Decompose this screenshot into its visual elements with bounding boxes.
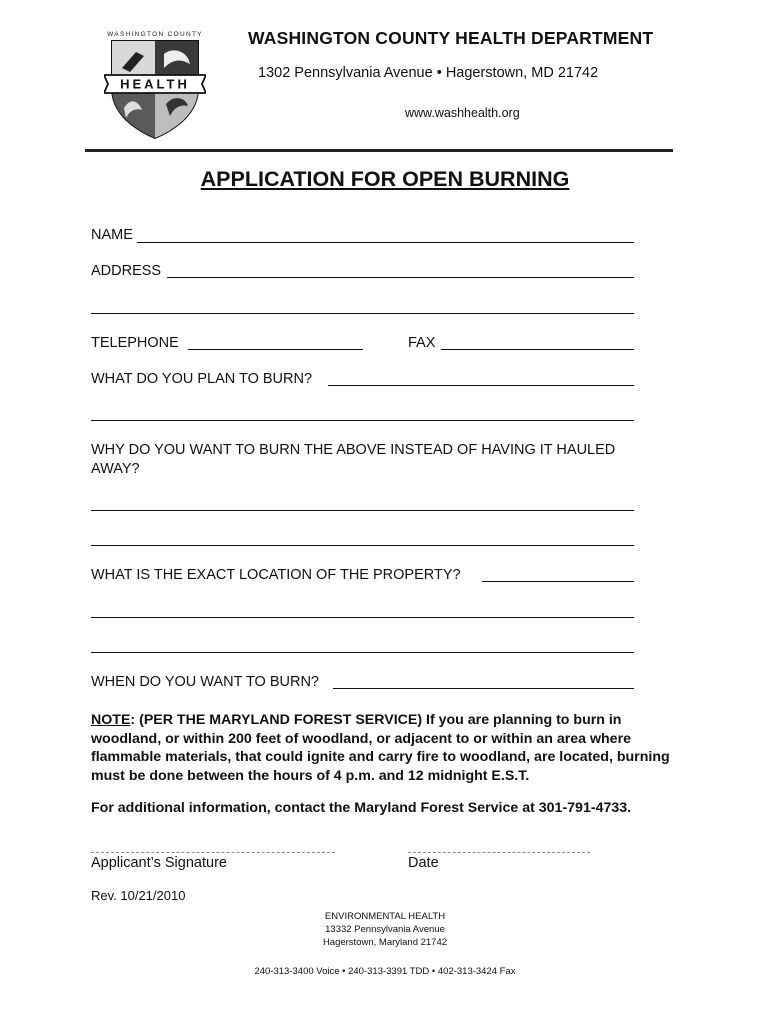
name-label: NAME (91, 227, 133, 243)
date-line[interactable] (408, 852, 590, 853)
revision-date: Rev. 10/21/2010 (91, 888, 186, 903)
note-text: : (PER THE MARYLAND FOREST SERVICE) If you are planning to burn in woodland, or within 200 feet of woodland, or adjacent to or within an area where flammable materials, that could ignite and carry fire to woodland, are located, burning must be done between the hours of 4 p.m. and 12 midnight E.S.T. (91, 712, 670, 784)
why-burn-field-line-2[interactable] (91, 545, 634, 546)
telephone-label: TELEPHONE (91, 335, 179, 351)
location-field-line-2[interactable] (91, 617, 634, 618)
why-burn-label-line-1: WHY DO YOU WANT TO BURN THE ABOVE INSTEAD OF HAVING IT HAULED (91, 442, 616, 458)
location-field-line[interactable] (482, 581, 634, 582)
forest-service-note (91, 711, 681, 785)
telephone-field-line[interactable] (188, 349, 363, 350)
logo-top-text: WASHINGTON COUNTY (107, 31, 203, 38)
form-title: APPLICATION FOR OPEN BURNING (200, 167, 570, 191)
footer-dept: ENVIRONMENTAL HEALTH (324, 911, 446, 922)
location-label: WHAT IS THE EXACT LOCATION OF THE PROPERTY? (91, 567, 461, 583)
applicant-signature-label: Applicant’s Signature (91, 855, 227, 871)
why-burn-label-line-2: AWAY? (91, 461, 140, 477)
why-burn-field-line-1[interactable] (91, 510, 634, 511)
address-label: ADDRESS (91, 263, 162, 279)
date-label: Date (408, 855, 439, 871)
what-burn-field-line[interactable] (328, 385, 634, 386)
when-burn-label: WHEN DO YOU WANT TO BURN? (91, 674, 319, 690)
note-label: NOTE (91, 712, 131, 728)
logo-banner-text: HEALTH (120, 76, 190, 92)
address-field-line-2[interactable] (91, 313, 634, 314)
footer-street: 13332 Pennsylvania Avenue (325, 924, 445, 935)
when-burn-field-line[interactable] (333, 688, 634, 689)
signature-line[interactable] (91, 852, 335, 853)
fax-field-line[interactable] (441, 349, 634, 350)
footer-phones: 240-313-3400 Voice • 240-313-3391 TDD • 402-313-3424 Fax (254, 966, 516, 977)
header-divider (85, 149, 673, 152)
what-burn-field-line-2[interactable] (91, 420, 634, 421)
organization-address: 1302 Pennsylvania Avenue • Hagerstown, MD 21742 (258, 65, 599, 81)
organization-website: www.washhealth.org (405, 106, 520, 120)
location-field-line-3[interactable] (91, 652, 634, 653)
contact-info: For additional information, contact the Maryland Forest Service at 301-791-4733. (91, 800, 632, 816)
what-burn-label: WHAT DO YOU PLAN TO BURN? (91, 371, 313, 387)
name-field-line[interactable] (137, 242, 634, 243)
organization-name: WASHINGTON COUNTY HEALTH DEPARTMENT (248, 28, 654, 48)
address-field-line[interactable] (167, 277, 634, 278)
fax-label: FAX (408, 335, 436, 351)
washington-county-health-logo (104, 24, 206, 142)
footer-city: Hagerstown, Maryland 21742 (322, 937, 448, 948)
